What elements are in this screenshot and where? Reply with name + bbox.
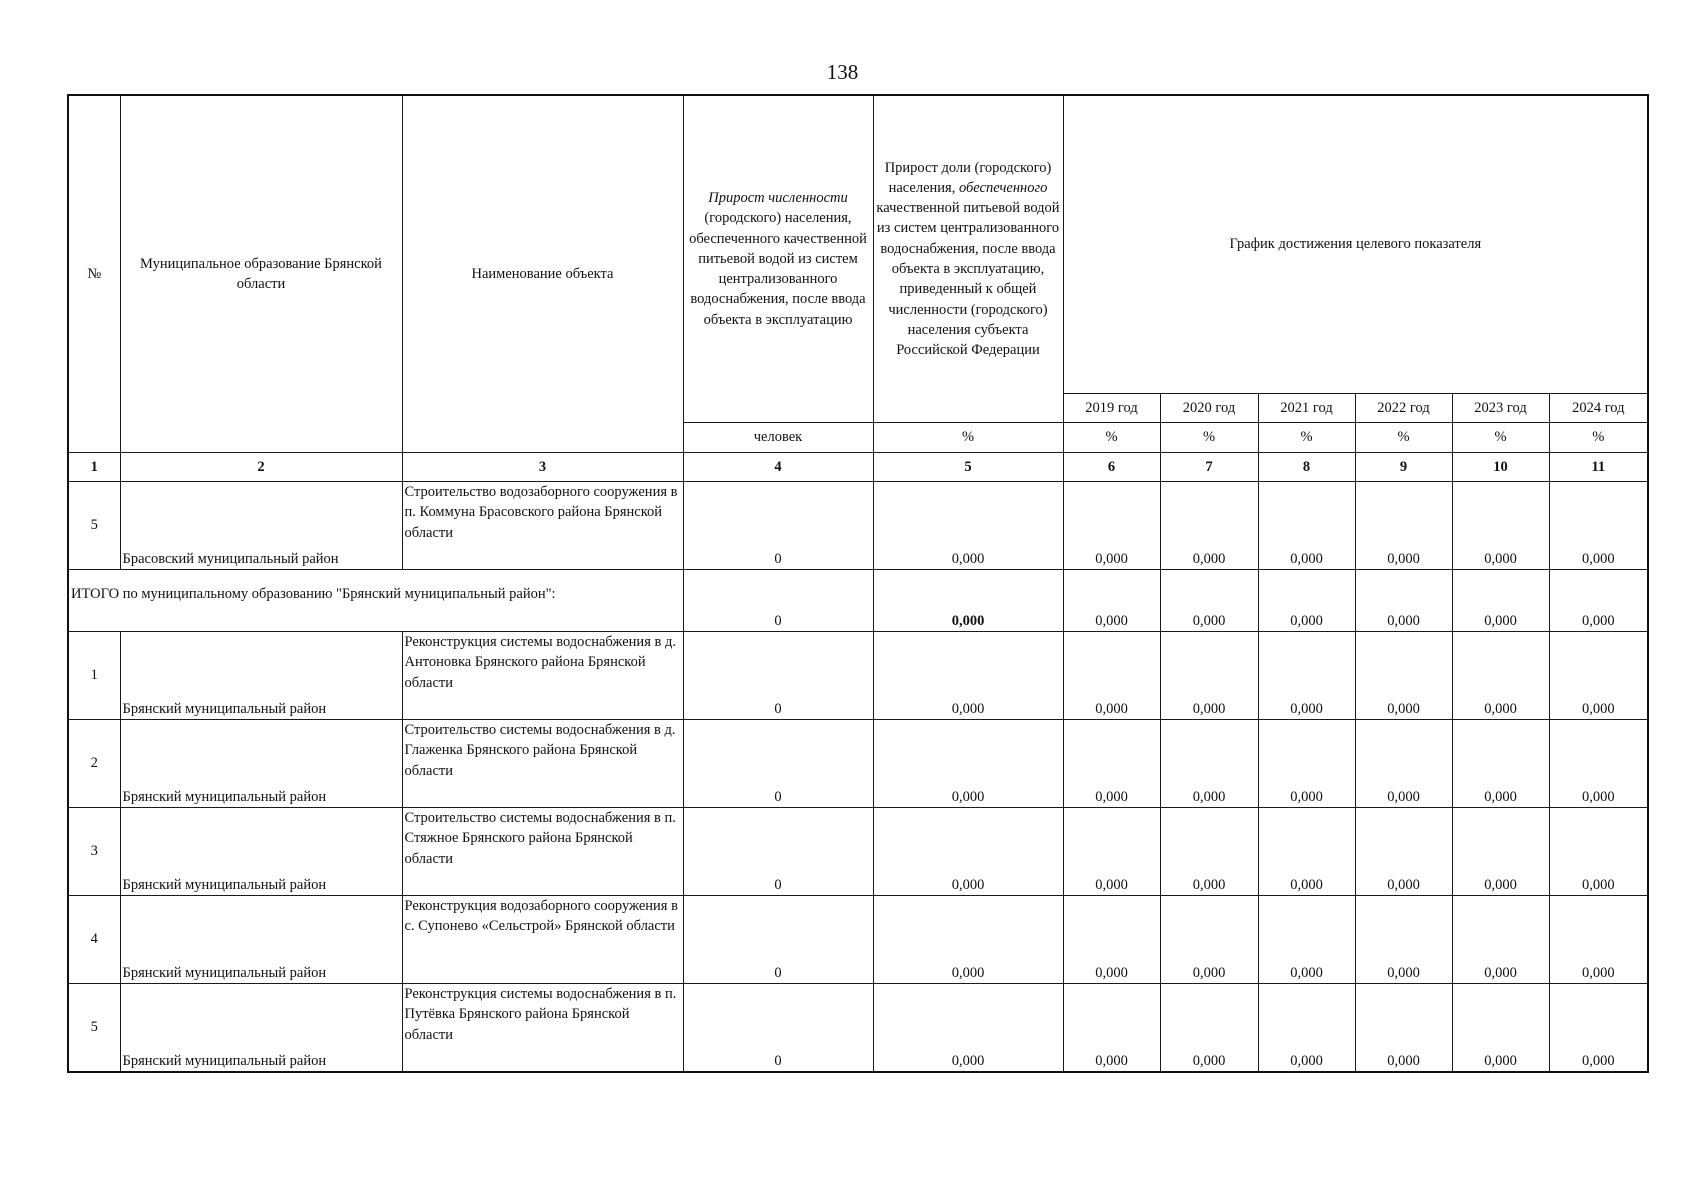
- unit-percent: %: [1452, 423, 1549, 453]
- column-number: 6: [1063, 453, 1160, 482]
- unit-percent: %: [1258, 423, 1355, 453]
- column-number: 11: [1549, 453, 1648, 482]
- header-year-2020: 2020 год: [1160, 394, 1258, 423]
- header-population-growth-rest: (городского) населения, обеспеченного качественной питьевой водой из систем централизованного водоснабжения, после ввода объекта в эксплуатацию: [689, 210, 867, 328]
- row-year-2024: 0,000: [1549, 984, 1648, 1073]
- row-year-2020: 0,000: [1160, 896, 1258, 984]
- header-year-2023: 2023 год: [1452, 394, 1549, 423]
- row-year-2021: 0,000: [1258, 984, 1355, 1073]
- row-municipality: Брянский муниципальный район: [120, 808, 402, 896]
- row-object: Реконструкция водозаборного сооружения в с. Супонево «Сельстрой» Брянской области: [402, 896, 683, 984]
- row-object: Строительство системы водоснабжения в п. Стяжное Брянского района Брянской области: [402, 808, 683, 896]
- row-municipality: Брянский муниципальный район: [120, 632, 402, 720]
- table-row: [68, 896, 1648, 984]
- unit-percent: %: [1063, 423, 1160, 453]
- row-year-2022: 0,000: [1355, 632, 1452, 720]
- row-municipality: Брянский муниципальный район: [120, 896, 402, 984]
- row-year-2019: 0,000: [1063, 984, 1160, 1073]
- row-year-2019: 0,000: [1063, 808, 1160, 896]
- row-year-2024: 0,000: [1549, 482, 1648, 570]
- unit-percent: %: [1549, 423, 1648, 453]
- unit-percent: %: [1355, 423, 1452, 453]
- total-year-2020: 0,000: [1160, 570, 1258, 632]
- header-share-growth-line1: Прирост доли (городского) населения,: [884, 159, 1052, 196]
- total-label: ИТОГО по муниципальному образованию "Брянский муниципальный район":: [68, 570, 683, 632]
- row-people: 0: [683, 632, 873, 720]
- unit-percent: %: [1160, 423, 1258, 453]
- total-share: 0,000: [873, 570, 1063, 632]
- unit-percent: %: [873, 423, 1063, 453]
- column-number: 4: [683, 453, 873, 482]
- header-object: Наименование объекта: [402, 95, 683, 453]
- row-people: 0: [683, 720, 873, 808]
- table-row: [68, 808, 1648, 896]
- header-share-growth-italic: обеспеченного: [958, 179, 1048, 196]
- column-number: 2: [120, 453, 402, 482]
- column-number: 3: [402, 453, 683, 482]
- row-share: 0,000: [873, 808, 1063, 896]
- table-row: [68, 632, 1648, 720]
- row-number: 3: [68, 808, 120, 896]
- row-year-2023: 0,000: [1452, 808, 1549, 896]
- row-number: 1: [68, 632, 120, 720]
- row-municipality: Брасовский муниципальный район: [120, 482, 402, 570]
- column-number: 5: [873, 453, 1063, 482]
- row-number: 5: [68, 482, 120, 570]
- row-year-2020: 0,000: [1160, 632, 1258, 720]
- header-share-growth-rest: качественной питьевой водой из систем централизованного водоснабжения, после ввода объекта в эксплуатацию, приведенный к общей численности (городского) населения субъекта Российской Федерации: [876, 200, 1060, 359]
- total-year-2023: 0,000: [1452, 570, 1549, 632]
- total-year-2019: 0,000: [1063, 570, 1160, 632]
- row-year-2019: 0,000: [1063, 482, 1160, 570]
- row-object: Строительство водозаборного сооружения в п. Коммуна Брасовского района Брянской области: [402, 482, 683, 570]
- row-year-2023: 0,000: [1452, 720, 1549, 808]
- row-people: 0: [683, 984, 873, 1073]
- row-people: 0: [683, 808, 873, 896]
- header-no: №: [68, 95, 120, 453]
- row-number: 5: [68, 984, 120, 1073]
- header-schedule: График достижения целевого показателя: [1063, 95, 1648, 394]
- row-year-2021: 0,000: [1258, 896, 1355, 984]
- row-year-2022: 0,000: [1355, 984, 1452, 1073]
- column-number: 1: [68, 453, 120, 482]
- table-row: [68, 720, 1648, 808]
- header-share-growth: [873, 95, 1063, 423]
- row-year-2024: 0,000: [1549, 632, 1648, 720]
- row-year-2024: 0,000: [1549, 720, 1648, 808]
- row-share: 0,000: [873, 720, 1063, 808]
- row-object: Реконструкция системы водоснабжения в д. Антоновка Брянского района Брянской области: [402, 632, 683, 720]
- row-year-2020: 0,000: [1160, 482, 1258, 570]
- row-year-2023: 0,000: [1452, 632, 1549, 720]
- row-number: 2: [68, 720, 120, 808]
- unit-people: человек: [683, 423, 873, 453]
- column-number: 10: [1452, 453, 1549, 482]
- header-year-2019: 2019 год: [1063, 394, 1160, 423]
- row-share: 0,000: [873, 482, 1063, 570]
- target-indicator-table: [67, 94, 1649, 1073]
- row-year-2021: 0,000: [1258, 482, 1355, 570]
- row-year-2021: 0,000: [1258, 632, 1355, 720]
- row-number: 4: [68, 896, 120, 984]
- page-number: 138: [826, 60, 859, 84]
- row-year-2023: 0,000: [1452, 896, 1549, 984]
- column-number: 9: [1355, 453, 1452, 482]
- row-year-2024: 0,000: [1549, 896, 1648, 984]
- row-object: Строительство системы водоснабжения в д. Глаженка Брянского района Брянской области: [402, 720, 683, 808]
- header-year-2024: 2024 год: [1549, 394, 1648, 423]
- row-object: Реконструкция системы водоснабжения в п. Путёвка Брянского района Брянской области: [402, 984, 683, 1073]
- column-number: 8: [1258, 453, 1355, 482]
- row-year-2022: 0,000: [1355, 808, 1452, 896]
- row-year-2022: 0,000: [1355, 720, 1452, 808]
- header-population-growth-italic: Прирост численности: [708, 189, 848, 206]
- row-year-2024: 0,000: [1549, 808, 1648, 896]
- row-year-2022: 0,000: [1355, 482, 1452, 570]
- row-year-2020: 0,000: [1160, 808, 1258, 896]
- total-year-2022: 0,000: [1355, 570, 1452, 632]
- row-municipality: Брянский муниципальный район: [120, 984, 402, 1073]
- row-year-2019: 0,000: [1063, 632, 1160, 720]
- row-year-2021: 0,000: [1258, 808, 1355, 896]
- total-year-2024: 0,000: [1549, 570, 1648, 632]
- total-year-2021: 0,000: [1258, 570, 1355, 632]
- row-people: 0: [683, 896, 873, 984]
- row-share: 0,000: [873, 896, 1063, 984]
- header-year-2021: 2021 год: [1258, 394, 1355, 423]
- row-year-2023: 0,000: [1452, 984, 1549, 1073]
- row-year-2023: 0,000: [1452, 482, 1549, 570]
- row-year-2019: 0,000: [1063, 896, 1160, 984]
- row-year-2020: 0,000: [1160, 720, 1258, 808]
- row-share: 0,000: [873, 984, 1063, 1073]
- header-population-growth: [683, 95, 873, 423]
- row-people: 0: [683, 482, 873, 570]
- header-year-2022: 2022 год: [1355, 394, 1452, 423]
- row-municipality: Брянский муниципальный район: [120, 720, 402, 808]
- table-row: [68, 984, 1648, 1073]
- header-municipality: Муниципальное образование Брянской области: [120, 95, 402, 453]
- table-row: [68, 482, 1648, 570]
- row-share: 0,000: [873, 632, 1063, 720]
- row-year-2019: 0,000: [1063, 720, 1160, 808]
- row-year-2020: 0,000: [1160, 984, 1258, 1073]
- total-row: [68, 570, 1648, 632]
- row-year-2022: 0,000: [1355, 896, 1452, 984]
- total-people: 0: [683, 570, 873, 632]
- row-year-2021: 0,000: [1258, 720, 1355, 808]
- column-number: 7: [1160, 453, 1258, 482]
